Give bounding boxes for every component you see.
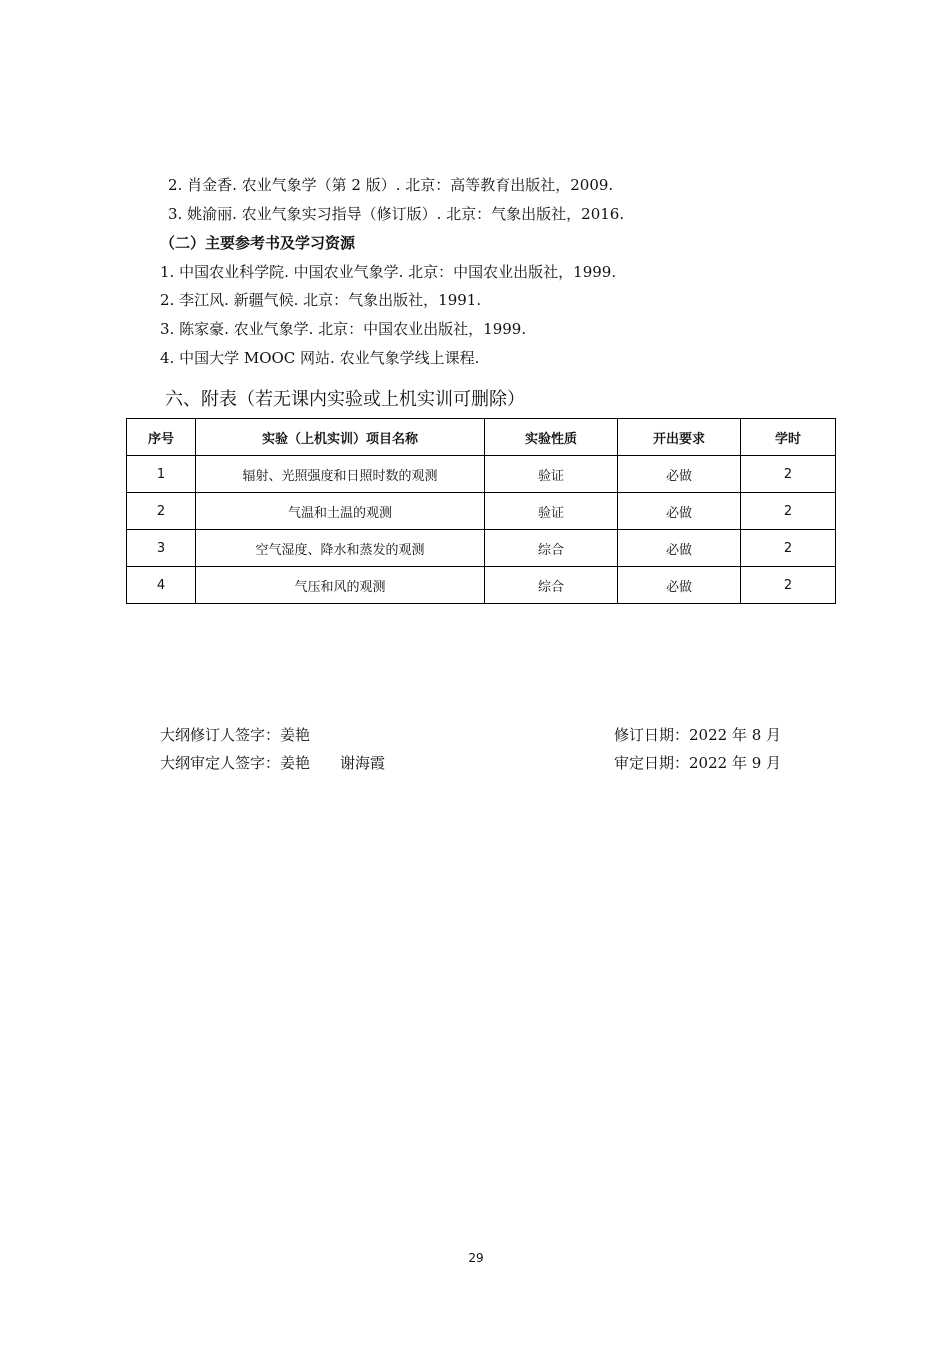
- cell-hours: 2: [741, 493, 836, 530]
- header-requirement: 开出要求: [618, 419, 741, 456]
- cell-name: 辐射、光照强度和日照时数的观测: [196, 456, 485, 493]
- cell-requirement: 必做: [618, 567, 741, 604]
- table-row: [127, 567, 836, 604]
- cell-nature: 综合: [485, 567, 618, 604]
- cell-nature: 验证: [485, 493, 618, 530]
- reference-item: 2. 李江风. 新疆气候. 北京：气象出版社，1991.: [160, 291, 482, 309]
- cell-name: 空气湿度、降水和蒸发的观测: [196, 530, 485, 567]
- cell-seq: 2: [127, 493, 196, 530]
- cell-hours: 2: [741, 567, 836, 604]
- textbook-item: 3. 姚渝丽. 农业气象实习指导（修订版）. 北京：气象出版社，2016.: [168, 205, 625, 223]
- reference-item: 4. 中国大学 MOOC 网站. 农业气象学线上课程.: [160, 349, 480, 367]
- revisor-signature: 大纲修订人签字：姜艳: [160, 726, 311, 744]
- table-header-row: [127, 419, 836, 456]
- experiment-table: [126, 418, 836, 604]
- cell-name: 气温和土温的观测: [196, 493, 485, 530]
- cell-nature: 综合: [485, 530, 618, 567]
- revision-date: 修订日期：2022 年 8 月: [614, 726, 782, 744]
- reference-item: 3. 陈家豪. 农业气象学. 北京：中国农业出版社，1999.: [160, 320, 527, 338]
- page-number: 29: [468, 1251, 484, 1265]
- header-hours: 学时: [741, 419, 836, 456]
- cell-requirement: 必做: [618, 530, 741, 567]
- table-row: [127, 530, 836, 567]
- reviewer-signature: 大纲审定人签字：姜艳 谢海霞: [160, 754, 386, 772]
- cell-seq: 1: [127, 456, 196, 493]
- section-title: 六、附表（若无课内实验或上机实训可删除）: [165, 389, 525, 410]
- header-seq: 序号: [127, 419, 196, 456]
- cell-nature: 验证: [485, 456, 618, 493]
- cell-name: 气压和风的观测: [196, 567, 485, 604]
- header-name: 实验（上机实训）项目名称: [196, 419, 485, 456]
- header-nature: 实验性质: [485, 419, 618, 456]
- review-date: 审定日期：2022 年 9 月: [614, 754, 782, 772]
- references-heading: （二）主要参考书及学习资源: [160, 234, 356, 252]
- table-row: [127, 456, 836, 493]
- textbook-item: 2. 肖金香. 农业气象学（第 2 版）. 北京：高等教育出版社，2009.: [168, 176, 614, 194]
- cell-hours: 2: [741, 456, 836, 493]
- table-row: [127, 493, 836, 530]
- cell-seq: 3: [127, 530, 196, 567]
- cell-requirement: 必做: [618, 493, 741, 530]
- reference-item: 1. 中国农业科学院. 中国农业气象学. 北京：中国农业出版社，1999.: [160, 263, 617, 281]
- cell-seq: 4: [127, 567, 196, 604]
- cell-hours: 2: [741, 530, 836, 567]
- cell-requirement: 必做: [618, 456, 741, 493]
